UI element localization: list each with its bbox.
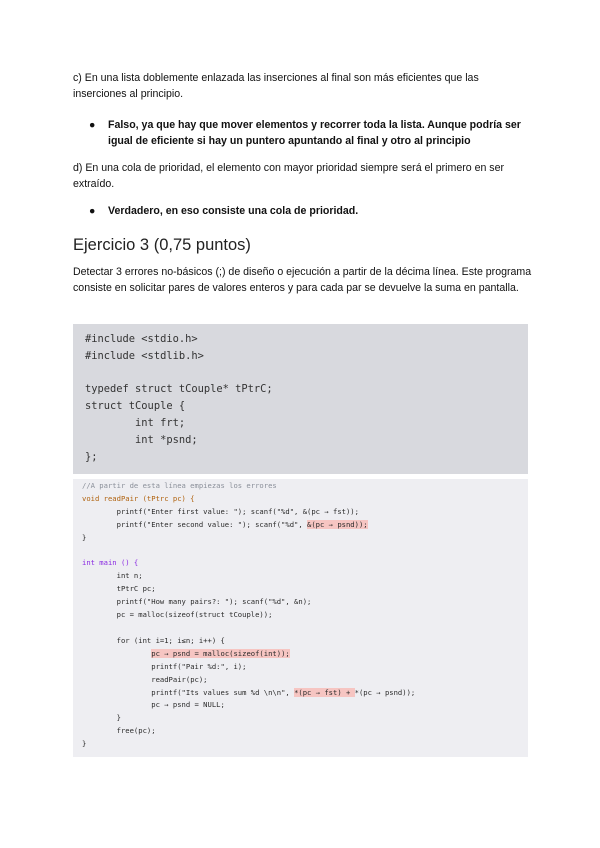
- item-d-answer-text: Verdadero, en eso consiste una cola de prioridad.: [108, 205, 359, 217]
- code-line: printf("Pair %d:", i);: [151, 661, 247, 671]
- code-line: }: [116, 713, 121, 723]
- bullet-icon: ●: [89, 205, 96, 217]
- item-c-answer-text: Falso, ya que hay que mover elementos y recorrer toda la lista. Aunque podría ser igual de eficiente si hay un puntero apuntando al final y otro al principio: [108, 119, 521, 147]
- code-line: struct tCouple {: [85, 400, 186, 413]
- error-highlight: &(pc → psnd));: [307, 519, 368, 529]
- code-line: readPair(pc);: [151, 674, 208, 684]
- code-line: tPtrC pc;: [116, 584, 156, 594]
- code-line: #include <stdlib.h>: [85, 349, 204, 362]
- code-block-main: [73, 479, 528, 757]
- code-line: pc → psnd = NULL;: [151, 700, 225, 710]
- code-block-header-lines: [85, 331, 516, 465]
- code-line: int n;: [116, 571, 143, 581]
- item-c-answer: [89, 117, 532, 149]
- code-line: free(pc);: [116, 726, 156, 736]
- code-line: printf("Enter first value: "); scanf("%d", &(pc → fst));: [116, 506, 359, 516]
- item-c-question: c) En una lista doblemente enlazada las inserciones al final son más eficientes que las inserciones al principio.: [73, 72, 479, 100]
- code-block-header: [73, 324, 528, 474]
- code-line: int *psnd;: [85, 433, 198, 446]
- bullet-icon: ●: [89, 119, 96, 131]
- code-line: pc = malloc(sizeof(struct tCouple));: [116, 610, 273, 620]
- code-line: int main () {: [82, 558, 139, 568]
- exercise-text: Detectar 3 errores no-básicos (;) de diseño o ejecución a partir de la décima línea. Este programa consiste en solicitar pares de valores enteros y para cada par se devuelve la suma en pantalla.: [73, 266, 532, 294]
- code-block-main-lines: [82, 480, 519, 751]
- exercise-title: Ejercicio 3 (0,75 puntos): [73, 236, 251, 254]
- code-line: };: [85, 450, 98, 463]
- code-line: printf("Enter second value: "); scanf("%d",: [116, 519, 308, 529]
- code-comment: //A partir de esta línea empiezas los errores: [82, 481, 277, 490]
- code-line: #include <stdio.h>: [85, 333, 198, 345]
- item-d-answer: [89, 203, 532, 219]
- code-line: }: [82, 532, 87, 542]
- code-line: for (int i=1; i≤n; i++) {: [116, 635, 225, 645]
- code-line: printf("How many pairs?: "); scanf("%d", &n);: [116, 597, 312, 607]
- error-highlight: *(pc → fst) +: [294, 687, 355, 697]
- code-line: *(pc → psnd));: [354, 687, 416, 697]
- code-line: int frt;: [85, 416, 186, 429]
- item-d-question: d) En una cola de prioridad, el elemento con mayor prioridad siempre será el primero en ser extraído.: [73, 162, 505, 190]
- code-line: printf("Its values sum %d \n\n",: [151, 687, 295, 697]
- code-line: typedef struct tCouple* tPtrC;: [85, 383, 273, 396]
- code-line: void readPair (tPtrc pc) {: [82, 493, 195, 503]
- error-highlight: pc → psnd = malloc(sizeof(int));: [151, 648, 290, 658]
- code-line: }: [82, 739, 87, 749]
